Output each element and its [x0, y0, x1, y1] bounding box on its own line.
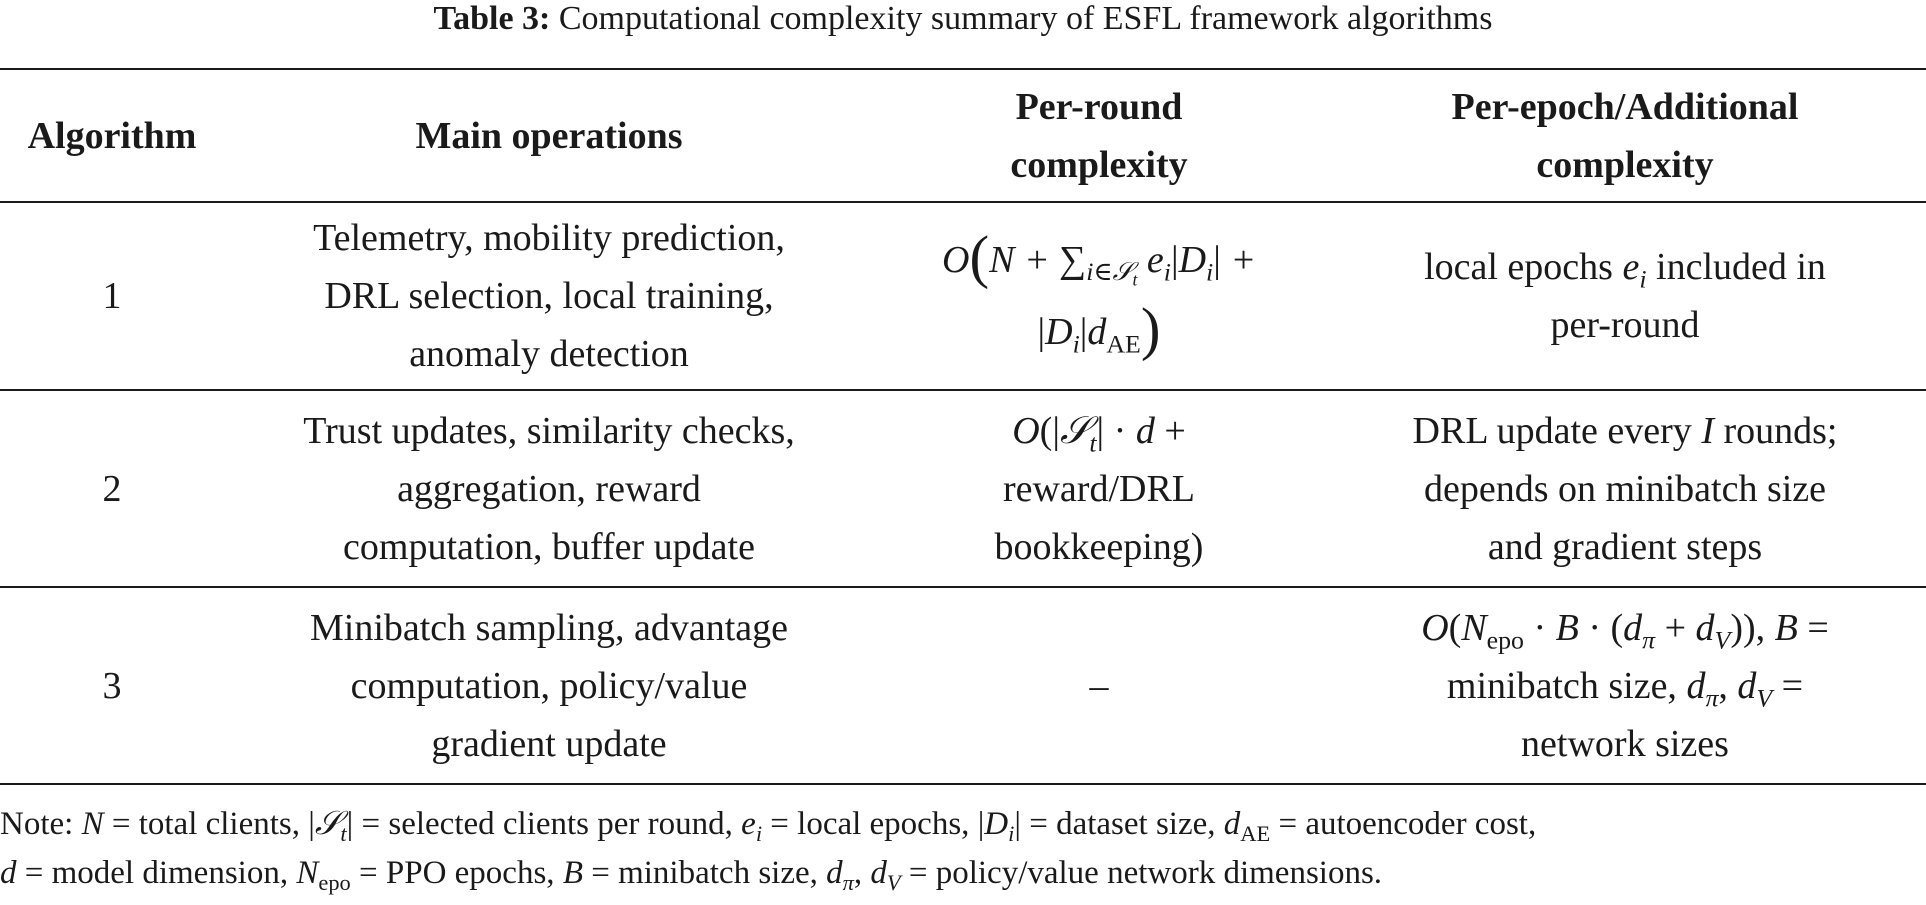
table-row-1-ops — [224, 203, 874, 389]
note-minibatch-size: = minibatch size, — [591, 855, 818, 891]
table-caption — [0, 0, 1926, 38]
table-row-3-per-round — [874, 588, 1324, 783]
note-network-dims: = policy/value network dimensions. — [908, 855, 1383, 891]
table-row-2-per-round — [874, 391, 1324, 586]
table-row-3-per-epoch — [1324, 588, 1926, 783]
header-main-operations-text: Main operations — [415, 114, 683, 157]
row-2-per-epoch-line3: and gradient steps — [1487, 525, 1763, 568]
table-row-2-ops — [224, 391, 874, 586]
row-2-per-epoch-a: DRL update every — [1412, 409, 1692, 452]
header-main-operations — [224, 70, 874, 201]
row-3-formula-line1: $O(N_{epo} \cdot B \cdot (d_\pi + d_V))$, B = — [1421, 606, 1829, 654]
note-model-dimension: = model dimension, — [24, 855, 289, 891]
table-row-3-algorithm — [0, 588, 224, 783]
row-1-ops-line1: Telemetry, mobility prediction, — [313, 217, 785, 259]
note-total-clients: = total clients, — [111, 806, 300, 842]
row-3-per-epoch-line2: minibatch size, — [1446, 664, 1677, 707]
table-caption-text: Computational complexity summary of ESFL framework algorithms — [558, 0, 1493, 37]
note-selected-clients: = selected clients per round, — [361, 806, 733, 842]
row-1-algorithm-text: 1 — [102, 275, 122, 317]
table-row-1-per-epoch — [1324, 203, 1926, 389]
note-symbol-dpi-dv: $d_\pi$, $d_V$ — [826, 855, 901, 896]
table-row-1-per-round — [874, 203, 1324, 389]
note-dataset-size: = dataset size, — [1029, 806, 1216, 842]
row-1-formula-line2: $|D_i|d_{AE}$) — [1037, 296, 1161, 362]
row-1-per-epoch-b: included in — [1656, 246, 1826, 288]
row-2-ops-line3: computation, buffer update — [343, 525, 755, 568]
table-note-line-1 — [0, 797, 1926, 850]
header-per-epoch-line2: complexity — [1536, 143, 1714, 186]
note-symbol-dae: $d_{AE}$ — [1223, 806, 1271, 847]
header-per-epoch — [1324, 70, 1926, 201]
header-algorithm-text: Algorithm — [27, 114, 197, 157]
note-symbol-ei: $e_i$ — [741, 806, 763, 847]
row-2-ops-line2: aggregation, reward — [397, 467, 701, 510]
header-algorithm — [0, 70, 224, 201]
row-3-ops-line2: computation, policy/value — [350, 664, 748, 707]
row-2-per-round-line2: reward/DRL — [1002, 468, 1196, 510]
note-local-epochs: = local epochs, — [770, 806, 970, 842]
row-3-ops-line3: gradient update — [431, 722, 667, 765]
row-1-ops-line2: DRL selection, local training, — [324, 275, 774, 317]
row-1-epoch-symbol: $e_i$ — [1622, 246, 1647, 294]
note-symbol-n: N — [81, 806, 104, 842]
table-row-1-algorithm — [0, 203, 224, 389]
note-ppo-epochs: = PPO epochs, — [359, 855, 555, 891]
row-2-ops-line1: Trust updates, similarity checks, — [303, 409, 795, 452]
row-2-per-round-line3: bookkeeping) — [994, 526, 1204, 568]
header-per-round — [874, 70, 1324, 201]
note-autoencoder-cost: = autoencoder cost, — [1278, 806, 1537, 842]
row-2-formula-line1: O(|𝒮$_t$| · d + — [1012, 408, 1186, 458]
note-symbol-nepo: $N_{epo}$ — [296, 855, 351, 896]
table-row-2-algorithm — [0, 391, 224, 586]
row-2-per-epoch-b: rounds; — [1723, 409, 1838, 452]
table-caption-label: Table 3: — [433, 0, 551, 37]
row-2-interval-symbol: I — [1701, 409, 1714, 452]
row-3-algorithm-text: 3 — [102, 664, 122, 707]
header-per-epoch-line1: Per-epoch/Additional — [1451, 85, 1799, 128]
row-3-ops-line1: Minibatch sampling, advantage — [309, 606, 789, 649]
table-row-2-per-epoch — [1324, 391, 1926, 586]
row-1-formula-line1: $O(N + \sum_{i\in 𝒮_t}$ $e_i|D_i|$ + — [942, 224, 1256, 290]
note-symbol-di: $|D_i|$ — [977, 806, 1021, 847]
row-1-per-epoch-c: per-round — [1550, 304, 1700, 346]
row-1-ops-line3: anomaly detection — [409, 333, 689, 375]
table-note-line-2 — [0, 848, 1926, 899]
row-1-per-epoch-a: local epochs — [1424, 246, 1613, 288]
row-2-per-epoch-line2: depends on minibatch size — [1423, 467, 1827, 510]
note-symbol-d: d — [0, 855, 17, 891]
row-3-per-round-dash: – — [1089, 664, 1109, 707]
note-symbol-b: B — [562, 855, 583, 891]
bottom-rule — [0, 783, 1926, 785]
table-row-3-ops — [224, 588, 874, 783]
header-per-round-line2: complexity — [1010, 143, 1188, 186]
header-per-round-line1: Per-round — [1015, 85, 1183, 128]
note-symbol-selected: |𝒮$_t$| — [308, 803, 354, 847]
row-2-algorithm-text: 2 — [102, 467, 122, 510]
row-3-per-epoch-line3: network sizes — [1521, 722, 1729, 765]
row-3-network-symbols: $d_\pi$, $d_V$ = — [1686, 664, 1804, 712]
note-prefix: Note: — [0, 806, 74, 842]
